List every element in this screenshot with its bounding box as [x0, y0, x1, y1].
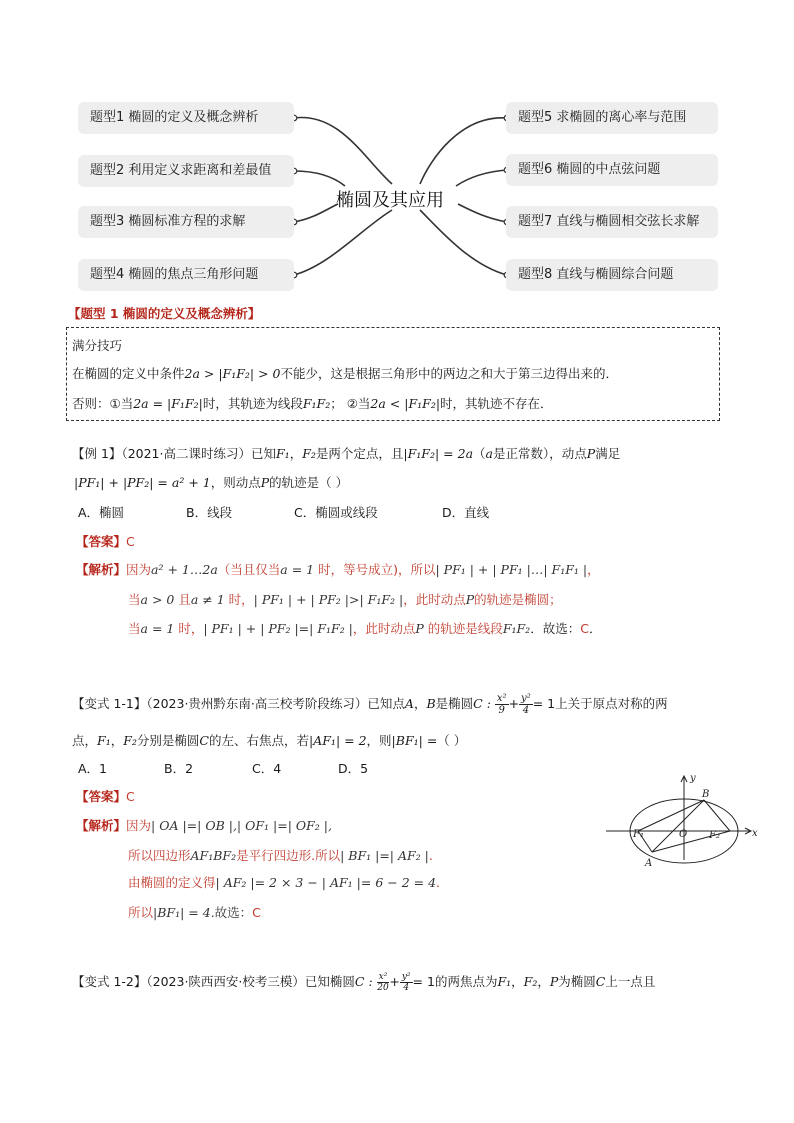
- math: 2a > |F₁F₂| > 0: [184, 366, 281, 381]
- text: 的两焦点为: [434, 974, 498, 989]
- text: （: [473, 446, 486, 461]
- text: .故选：: [210, 905, 253, 920]
- math: a > 0: [140, 592, 175, 607]
- text: ，此时动点: [403, 592, 466, 607]
- mindmap-center-title: 椭圆及其应用: [336, 190, 444, 211]
- text: 且: [174, 592, 191, 607]
- text: （ ）: [437, 733, 467, 748]
- math: |AF₁| = 2: [309, 733, 367, 748]
- mindmap-node-type4: 题型4 椭圆的焦点三角形问题: [78, 259, 294, 291]
- math: AF₁BF₂: [190, 848, 237, 863]
- text: = 1: [532, 696, 556, 711]
- text: .: [436, 875, 441, 890]
- text: ，则: [366, 733, 392, 748]
- text: ．: [588, 621, 602, 636]
- text: ，则动点: [210, 475, 261, 490]
- text: ，此时动点: [352, 621, 416, 636]
- numerator: x²: [496, 693, 507, 704]
- text: 是正常数），动点: [493, 446, 587, 461]
- math: F₂: [123, 733, 137, 748]
- example-label: 【例 1】: [72, 446, 122, 461]
- math: | PF₁ | + | PF₂ |=| F₁F₂ |: [203, 621, 353, 636]
- example1-analysis-line1: [76, 560, 600, 578]
- text: 的轨迹是椭圆；: [474, 592, 562, 607]
- answer-label: 【答案】: [76, 534, 127, 549]
- variant11-analysis-line2: [128, 846, 433, 864]
- mindmap-node-type7: 题型7 直线与椭圆相交弦长求解: [506, 206, 718, 238]
- source: （2021·高二课时练习）: [121, 446, 251, 461]
- text: 在椭圆的定义中条件: [72, 366, 185, 381]
- variant11-option-b[interactable]: B．2: [164, 761, 194, 776]
- math: C: [199, 733, 209, 748]
- mindmap-node-type1: 题型1 椭圆的定义及概念辨析: [78, 102, 294, 134]
- math: a ≠ 1: [190, 592, 225, 607]
- text: 不能少，这是根据三角形中的两边之和大于第三边得出来的．: [280, 366, 619, 381]
- fig-label-f1: F₁: [633, 829, 644, 840]
- example1-stem-line2: [74, 473, 348, 491]
- tip-line-1: [72, 364, 618, 382]
- variant12-stem-line1: [72, 972, 655, 993]
- text: 已知: [250, 446, 276, 461]
- denominator: 20: [377, 983, 389, 993]
- text: ．故选：: [530, 621, 581, 636]
- math: 2a < |F₁F₂|: [370, 396, 441, 411]
- denominator: 4: [522, 705, 530, 716]
- analysis-label: 【解析】: [76, 562, 127, 577]
- math: F₂: [302, 446, 316, 461]
- numerator: y²: [401, 972, 411, 982]
- math: |BF₁| = 4: [153, 905, 211, 920]
- math: P: [549, 974, 559, 989]
- text: 满足: [595, 446, 621, 461]
- text: 所以: [128, 905, 154, 920]
- fraction: [519, 693, 533, 716]
- math: |F₁F₂| = 2a: [403, 446, 474, 461]
- variant11-analysis-line4: [128, 903, 261, 921]
- mindmap-node-type2: 题型2 利用定义求距离和差最值: [78, 155, 294, 187]
- example1-stem-line1: [72, 444, 620, 462]
- math: P: [415, 621, 424, 636]
- text: ，: [110, 733, 124, 748]
- variant-label: 【变式 1-2】: [72, 974, 147, 989]
- text: 是两个定点，且: [315, 446, 404, 461]
- text: 的轨迹是（ ）: [269, 475, 349, 490]
- section-heading: 【题型 1 椭圆的定义及概念辨析】: [68, 306, 261, 321]
- text: 当: [128, 621, 141, 636]
- text: +: [508, 696, 520, 711]
- text: 由椭圆的定义得: [128, 875, 216, 890]
- text: 时，其轨迹为线段: [202, 396, 303, 411]
- answer-value: C: [580, 621, 589, 636]
- math: P: [465, 592, 475, 607]
- text: ，: [289, 446, 303, 461]
- answer-label: 【答案】: [76, 789, 127, 804]
- math: C: [595, 974, 606, 989]
- math: P: [260, 475, 270, 490]
- math: P: [586, 446, 596, 461]
- text: 上关于原点对称的两: [555, 696, 668, 711]
- variant11-option-c[interactable]: C．4: [252, 761, 282, 776]
- example1-option-a[interactable]: A．椭圆: [78, 505, 125, 520]
- denominator: 9: [498, 705, 505, 716]
- math: | BF₁ |=| AF₂ |: [340, 848, 429, 863]
- fig-label-y: y: [690, 773, 696, 784]
- tip-title: 满分技巧: [72, 338, 123, 353]
- text: 当: [128, 592, 141, 607]
- fraction: [377, 972, 390, 993]
- numerator: y²: [521, 693, 531, 704]
- text: = 1: [412, 974, 435, 989]
- tip-line-2: [72, 394, 553, 412]
- text: ，: [537, 974, 550, 989]
- variant-label: 【变式 1-1】: [72, 696, 147, 711]
- text: 已知椭圆: [304, 974, 355, 989]
- text: ； ②当: [330, 396, 371, 411]
- math: F₁F₂: [302, 396, 331, 411]
- text: .: [428, 848, 433, 863]
- math: C :: [473, 696, 491, 711]
- math: 2a = |F₁F₂|: [133, 396, 203, 411]
- math: B: [426, 696, 436, 711]
- text: 是平行四边形.所以: [236, 848, 341, 863]
- example1-answer: [76, 532, 135, 550]
- mindmap-node-type3: 题型3 椭圆标准方程的求解: [78, 206, 294, 238]
- math: F₂: [523, 974, 538, 989]
- text: 时，等号成立)，所以: [314, 562, 436, 577]
- text: 是椭圆: [435, 696, 474, 711]
- math: F₁: [97, 733, 111, 748]
- text: 上一点且: [605, 974, 656, 989]
- math: | OA |=| OB |,| OF₁ |=| OF₂ |,: [151, 818, 332, 833]
- mindmap-node-type6: 题型6 椭圆的中点弦问题: [506, 154, 718, 186]
- variant11-analysis-line3: [128, 873, 440, 891]
- math: | PF₁ | + | PF₂ |>| F₁F₂ |: [253, 592, 404, 607]
- fig-label-f2: F₂: [709, 830, 720, 841]
- math: F₁: [497, 974, 512, 989]
- variant11-stem-line1: [72, 693, 668, 716]
- mindmap-node-type5: 题型5 求椭圆的离心率与范围: [506, 102, 718, 134]
- denominator: 4: [403, 983, 410, 993]
- answer-value: C: [126, 789, 135, 804]
- text: 为椭圆: [558, 974, 596, 989]
- text: 的左、右焦点，若: [209, 733, 310, 748]
- text: ，: [587, 562, 600, 577]
- example1-analysis-line3: [128, 619, 601, 637]
- math: a = 1: [140, 621, 175, 636]
- example1-option-b[interactable]: B．线段: [186, 505, 233, 520]
- text: 时，: [224, 592, 254, 607]
- text: 已知点: [367, 696, 405, 711]
- text: 因为: [126, 562, 152, 577]
- text: ，: [413, 696, 427, 711]
- fraction: [400, 972, 413, 993]
- text: 因为: [126, 818, 152, 833]
- example1-analysis-line2: [128, 590, 562, 608]
- mindmap-node-type8: 题型8 直线与椭圆综合问题: [506, 259, 718, 291]
- math: F₁: [276, 446, 290, 461]
- text: 时，: [174, 621, 204, 636]
- variant11-answer: [76, 787, 135, 805]
- fig-label-a: A: [645, 858, 653, 869]
- variant11-stem-line2: [72, 731, 466, 749]
- math: |PF₁| + |PF₂| = a² + 1: [74, 475, 211, 490]
- math: a = 1: [280, 562, 315, 577]
- fig-label-b: B: [702, 789, 710, 800]
- answer-value: C: [126, 534, 135, 549]
- math: a² + 1…2a: [151, 562, 218, 577]
- variant11-option-d[interactable]: D．5: [338, 761, 369, 776]
- math: | PF₁ | + | PF₁ |…| F₁F₁ |: [435, 562, 588, 577]
- text: （当且仅当: [217, 562, 281, 577]
- example1-option-d[interactable]: D．直线: [442, 505, 490, 520]
- variant11-analysis-line1: [76, 816, 332, 834]
- math: a: [485, 446, 493, 461]
- analysis-label: 【解析】: [76, 818, 127, 833]
- math: | AF₂ |= 2 × 3 − | AF₁ |= 6 − 2 = 4: [215, 875, 437, 890]
- fig-label-x: x: [752, 828, 758, 839]
- numerator: x²: [378, 972, 388, 982]
- text: 点，: [72, 733, 98, 748]
- text: 所以四边形: [128, 848, 191, 863]
- text: 否则：①当: [72, 396, 134, 411]
- answer-value: C: [252, 905, 261, 920]
- variant11-option-a[interactable]: A．1: [78, 761, 108, 776]
- math: C :: [354, 974, 373, 989]
- text: +: [389, 974, 400, 989]
- math: F₁F₂: [502, 621, 531, 636]
- source: （2023·贵州黔东南·高三校考阶段练习）: [146, 696, 368, 711]
- text: 时，其轨迹不存在．: [440, 396, 553, 411]
- example1-option-c[interactable]: C．椭圆或线段: [294, 505, 378, 520]
- text: 分别是椭圆: [136, 733, 200, 748]
- text: ，: [511, 974, 524, 989]
- fig-label-o: O: [679, 829, 688, 840]
- source: （2023·陕西西安·校考三模）: [146, 974, 305, 989]
- math: A: [404, 696, 414, 711]
- fraction: [495, 693, 509, 716]
- text: 的轨迹是线段: [423, 621, 503, 636]
- math: |BF₁| =: [391, 733, 438, 748]
